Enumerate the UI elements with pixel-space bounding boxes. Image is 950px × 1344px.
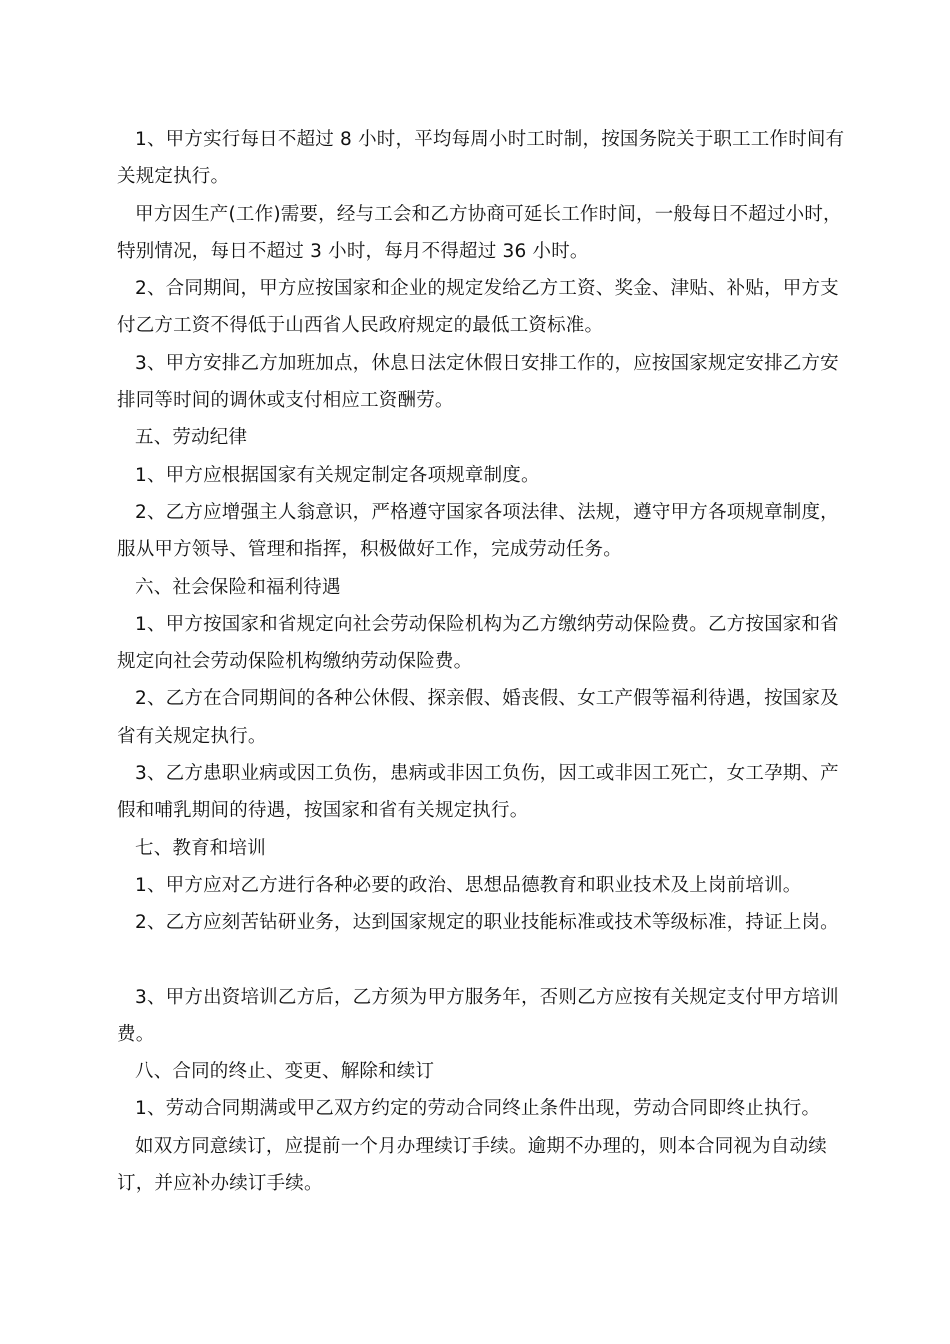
section-heading-labor-discipline: 五、劳动纪律 (135, 427, 248, 449)
paragraph-training-repayment: 3、甲方出资培训乙方后，乙方须为甲方服务年，否则乙方应按有关规定支付甲方培训费。 (117, 986, 839, 1045)
paragraph-contract-expiry: 1、劳动合同期满或甲乙双方约定的劳动合同终止条件出现，劳动合同即终止执行。 (135, 1098, 821, 1120)
section-heading-contract-termination: 八、合同的终止、变更、解除和续订 (135, 1061, 435, 1083)
paragraph-employee-compliance: 2、乙方应增强主人翁意识，严格遵守国家各项法律、法规，遵守甲方各项规章制度，服从甲方领导、管理和指挥，积极做好工作，完成劳动任务。 (117, 501, 839, 561)
paragraph-training-provision: 1、甲方应对乙方进行各种必要的政治、思想品德教育和职业技术及上岗前培训。 (135, 874, 802, 896)
paragraph-overtime-limit: 甲方因生产(工作)需要，经与工会和乙方协商可延长工作时间，一般每日不超过小时，特别情况，每日不超过 3 小时，每月不得超过 36 小时。 (117, 203, 842, 262)
paragraph-skill-certification: 2、乙方应刻苦钻研业务，达到国家规定的职业技能标准或技术等级标准，持证上岗。 (135, 912, 839, 934)
paragraph-leave-benefits: 2、乙方在合同期间的各种公休假、探亲假、婚丧假、女工产假等福利待遇，按国家及省有关规定执行。 (117, 688, 839, 747)
paragraph-gap (117, 942, 847, 979)
document-body (117, 121, 847, 1202)
paragraph-insurance-payment: 1、甲方按国家和省规定向社会劳动保险机构为乙方缴纳劳动保险费。乙方按国家和省规定向社会劳动保险机构缴纳劳动保险费。 (117, 613, 839, 673)
paragraph-overtime-compensation: 3、甲方安排乙方加班加点，休息日法定休假日安排工作的，应按国家规定安排乙方安排同等时间的调休或支付相应工资酬劳。 (117, 352, 839, 412)
paragraph-injury-maternity-benefits: 3、乙方患职业病或因工负伤，患病或非因工负伤，因工或非因工死亡，女工孕期、产假和哺乳期间的待遇，按国家和省有关规定执行。 (117, 763, 839, 822)
paragraph-wages: 2、合同期间，甲方应按国家和企业的规定发给乙方工资、奖金、津贴、补贴，甲方支付乙方工资不得低于山西省人民政府规定的最低工资标准。 (117, 278, 839, 337)
paragraph-contract-renewal: 如双方同意续订，应提前一个月办理续订手续。逾期不办理的，则本合同视为自动续订，并应补办续订手续。 (117, 1135, 827, 1195)
section-heading-social-insurance: 六、社会保险和福利待遇 (135, 576, 341, 598)
section-heading-education-training: 七、教育和培训 (135, 837, 266, 859)
paragraph-work-hours: 1、甲方实行每日不超过 8 小时，平均每周小时工时制，按国务院关于职工工作时间有关规定执行。 (117, 129, 845, 188)
paragraph-rules-regulations: 1、甲方应根据国家有关规定制定各项规章制度。 (135, 464, 540, 486)
